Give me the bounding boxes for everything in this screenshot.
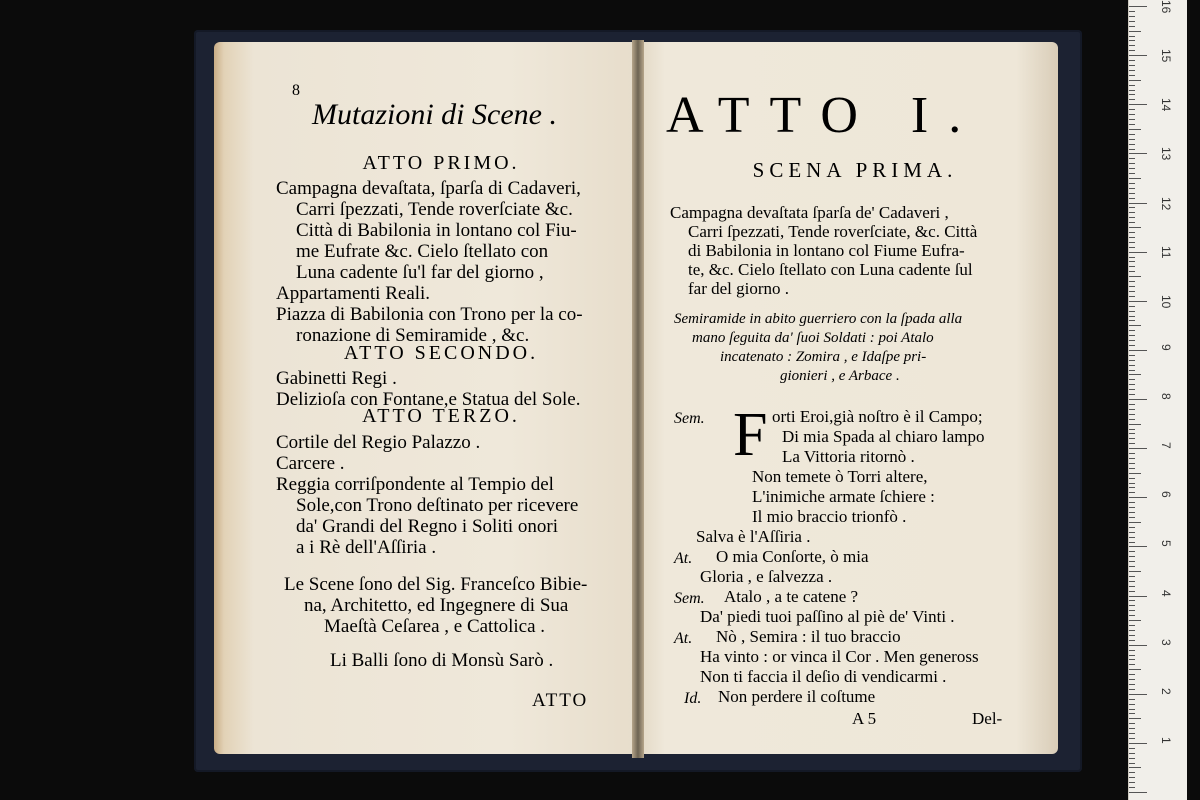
dialogue-line: orti Eroi,già noſtro è il Campo; [772, 407, 983, 426]
ruler-tick [1129, 193, 1135, 194]
text-line: Piazza di Babilonia con Trono per la co- [276, 304, 583, 325]
ruler-tick [1129, 713, 1135, 714]
ruler-tick [1129, 492, 1135, 493]
ruler-tick [1129, 478, 1135, 479]
text-line: Carcere . [276, 453, 345, 474]
ruler-tick [1129, 119, 1135, 120]
credits-line: Le Scene ſono del Sig. Franceſco Bibie- [284, 574, 588, 595]
ruler-tick [1129, 561, 1135, 562]
ruler-tick [1129, 124, 1135, 125]
ruler-tick [1129, 50, 1135, 51]
ruler-tick [1129, 659, 1135, 660]
ruler-tick [1129, 222, 1135, 223]
ruler-label: 15 [1159, 49, 1173, 63]
ruler-tick [1129, 207, 1135, 208]
act-title: ATTO PRIMO. [362, 152, 520, 174]
ruler-tick [1129, 345, 1135, 346]
text-line: Gabinetti Regi . [276, 368, 397, 389]
dialogue-line: Non perdere il coſtume [718, 687, 876, 706]
ruler-tick [1129, 276, 1141, 277]
ruler-tick [1129, 615, 1135, 616]
ruler-label: 13 [1159, 147, 1173, 161]
ruler-tick [1129, 360, 1135, 361]
text-line: Sole,con Trono deſtinato per ricevere [296, 495, 579, 516]
ruler-tick [1129, 26, 1135, 27]
ruler-label: 12 [1159, 196, 1173, 210]
ruler-tick [1129, 669, 1141, 670]
dialogue-line: Ha vinto : or vinca il Cor . Men geneross [700, 647, 979, 666]
ruler-tick [1129, 679, 1135, 680]
ruler-tick [1129, 650, 1135, 651]
ruler-tick [1129, 158, 1135, 159]
ruler-tick [1129, 227, 1141, 228]
dialogue-line: Nò , Semira : il tuo braccio [716, 627, 901, 646]
dialogue-line: Di mia Spada al chiaro lampo [782, 427, 985, 446]
dialogue-line: Atalo , a te catene ? [724, 587, 859, 606]
ruler-tick [1129, 709, 1135, 710]
setting-line: di Babilonia in lontano col Fiume Eufra- [688, 241, 965, 260]
ruler-tick [1129, 217, 1135, 218]
ruler-tick [1129, 625, 1135, 626]
ruler-tick [1129, 212, 1135, 213]
dialogue-line: Non ti faccia il deſio di vendicarmi . [700, 667, 947, 686]
text-line: ronazione di Semiramide , &c. [296, 325, 530, 346]
ruler-tick [1129, 497, 1147, 498]
ruler-tick [1129, 620, 1141, 621]
ruler-tick [1129, 699, 1135, 700]
ruler-tick [1129, 635, 1135, 636]
ruler-tick [1129, 85, 1135, 86]
speaker-label: At. [674, 630, 693, 647]
text-line: Reggia corriſpondente al Tempio del [276, 474, 554, 495]
ruler-tick [1129, 777, 1135, 778]
ruler-tick [1129, 365, 1135, 366]
ruler-tick [1129, 31, 1141, 32]
ruler-tick [1129, 134, 1135, 135]
ruler-tick [1129, 438, 1135, 439]
ruler-tick [1129, 60, 1135, 61]
ruler-tick [1129, 340, 1135, 341]
act-heading: ATTO I. [666, 87, 982, 144]
setting-line: te, &c. Cielo ſtellato con Luna cadente ſul [688, 260, 973, 279]
ruler-tick [1129, 655, 1135, 656]
ruler-label: 2 [1159, 687, 1173, 695]
ruler-tick [1129, 537, 1135, 538]
text-line: me Eufrate &c. Cielo ſtellato con [296, 241, 549, 262]
ruler-tick [1129, 104, 1147, 105]
ruler-tick [1129, 21, 1135, 22]
ruler-tick [1129, 350, 1147, 351]
catchword: Del- [972, 709, 1003, 728]
speaker-label: Sem. [674, 410, 705, 427]
dialogue-line: Il mio braccio trionfò . [752, 507, 907, 526]
dialogue-line: Da' piedi tuoi paſſino al piè de' Vinti . [700, 607, 955, 626]
ruler-tick [1129, 758, 1135, 759]
ruler-tick [1129, 168, 1135, 169]
text-line: Luna cadente ſu'l far del giorno , [296, 262, 544, 283]
ruler-tick [1129, 645, 1147, 646]
ruler-tick [1129, 640, 1135, 641]
ruler-tick [1129, 114, 1135, 115]
ruler-tick [1129, 257, 1135, 258]
ruler-label: 6 [1159, 491, 1173, 498]
ruler-tick [1129, 330, 1135, 331]
dialogue-line: Salva è l'Aſſiria . [696, 527, 811, 546]
ruler-tick [1129, 271, 1135, 272]
ruler-tick [1129, 532, 1135, 533]
text-line: Carri ſpezzati, Tende roverſciate &c. [296, 199, 573, 220]
ruler-tick [1129, 198, 1135, 199]
ruler-tick [1129, 743, 1147, 744]
speaker-label: At. [674, 550, 693, 567]
ruler-tick [1129, 581, 1135, 582]
ruler-tick [1129, 674, 1135, 675]
ruler-tick [1129, 65, 1135, 66]
ruler-tick [1129, 571, 1141, 572]
ruler-tick [1129, 90, 1135, 91]
ruler-label: 3 [1159, 638, 1173, 646]
ruler-tick [1129, 556, 1135, 557]
text-line: Città di Babilonia in lontano col Fiu- [296, 220, 577, 241]
ruler-tick [1129, 247, 1135, 248]
ruler-tick [1129, 414, 1135, 415]
ruler-tick [1129, 704, 1135, 705]
ruler-tick [1129, 487, 1135, 488]
ruler-tick [1129, 311, 1135, 312]
ruler-tick [1129, 566, 1135, 567]
ruler-tick [1129, 149, 1135, 150]
scene-heading: SCENA PRIMA. [752, 158, 958, 182]
dialogue-line: Gloria , e ſalvezza . [700, 567, 833, 586]
text-line: Cortile del Regio Palazzo . [276, 432, 481, 453]
ruler-tick [1129, 767, 1141, 768]
ruler-tick [1129, 522, 1141, 523]
ruler-tick [1129, 792, 1147, 793]
ruler-tick [1129, 153, 1147, 154]
ruler-tick [1129, 507, 1135, 508]
ruler-tick [1129, 144, 1135, 145]
stage-direction-line: incatenato : Zomira , e Idaſpe pri- [720, 349, 927, 365]
dialogue-line: O mia Conſorte, ò mia [716, 547, 869, 566]
ruler-tick [1129, 664, 1135, 665]
ruler-tick [1129, 689, 1135, 690]
ruler-tick [1129, 320, 1135, 321]
ruler-tick [1129, 286, 1135, 287]
ruler-tick [1129, 483, 1135, 484]
dialogue-line: La Vittoria ritornò . [782, 447, 915, 466]
page-number: 8 [292, 82, 300, 99]
ruler-tick [1129, 763, 1135, 764]
page-heading: Mutazioni di Scene . [312, 98, 557, 131]
ruler-tick [1129, 291, 1135, 292]
ruler-tick [1129, 424, 1141, 425]
ruler-tick [1129, 591, 1135, 592]
ruler-tick [1129, 596, 1147, 597]
ruler-tick [1129, 94, 1135, 95]
ruler-tick [1129, 242, 1135, 243]
text-line: a i Rè dell'Aſſiria . [296, 537, 437, 558]
ruler-tick [1129, 301, 1147, 302]
ruler-tick [1129, 684, 1135, 685]
ruler-tick [1129, 178, 1141, 179]
ruler-tick [1129, 630, 1135, 631]
ruler-label: 9 [1159, 343, 1173, 351]
ruler-tick [1129, 183, 1135, 184]
ruler-tick [1129, 109, 1135, 110]
ballet-line: Li Balli ſono di Monsù Sarò . [330, 650, 554, 671]
ruler-tick [1129, 139, 1135, 140]
ruler-tick [1129, 733, 1135, 734]
ruler-tick [1129, 296, 1135, 297]
act-title: ATTO SECONDO. [343, 342, 539, 364]
ruler-tick [1129, 527, 1135, 528]
ruler-tick [1129, 80, 1141, 81]
signature-mark: A 5 [852, 709, 877, 728]
ruler-tick [1129, 325, 1141, 326]
ruler-tick [1129, 232, 1135, 233]
ruler-tick [1129, 163, 1135, 164]
ruler-tick [1129, 389, 1135, 390]
ruler-tick [1129, 394, 1135, 395]
measurement-ruler [1128, 0, 1187, 800]
ruler-tick [1129, 16, 1135, 17]
ruler-tick [1129, 129, 1141, 130]
ruler-tick [1129, 252, 1147, 253]
stage-direction-line: mano ſeguita da' ſuoi Soldati : poi Atalo [692, 330, 934, 346]
ruler-tick [1129, 45, 1135, 46]
ruler-tick [1129, 203, 1147, 204]
ruler-tick [1129, 433, 1135, 434]
ruler-tick [1129, 473, 1141, 474]
ruler-tick [1129, 11, 1135, 12]
ruler-tick [1129, 36, 1135, 37]
ruler-tick [1129, 728, 1135, 729]
text-line: Delizioſa con Fontane,e Statua del Sole. [276, 389, 581, 410]
ruler-tick [1129, 738, 1135, 739]
ruler-tick [1129, 502, 1135, 503]
ruler-tick [1129, 99, 1135, 100]
text-line: Campagna devaſtata, ſparſa di Cadaveri, [276, 178, 581, 199]
ruler-tick [1129, 409, 1135, 410]
ruler-tick [1129, 463, 1135, 464]
ruler-tick [1129, 261, 1135, 262]
ruler-tick [1129, 40, 1135, 41]
ruler-tick [1129, 517, 1135, 518]
ruler-tick [1129, 782, 1135, 783]
ruler-tick [1129, 694, 1147, 695]
ruler-tick [1129, 458, 1135, 459]
ruler-tick [1129, 429, 1135, 430]
ruler-tick [1129, 468, 1135, 469]
ruler-label: 7 [1159, 442, 1173, 449]
ruler-tick [1129, 55, 1147, 56]
dialogue-line: L'inimiche armate ſchiere : [752, 487, 935, 506]
ruler-tick [1129, 787, 1135, 788]
ruler-tick [1129, 448, 1147, 449]
ruler-tick [1129, 384, 1135, 385]
ruler-label: 14 [1159, 98, 1173, 112]
ruler-tick [1129, 6, 1147, 7]
ruler-tick [1129, 443, 1135, 444]
ruler-tick [1129, 605, 1135, 606]
catchword: ATTO [532, 690, 589, 711]
ruler-tick [1129, 542, 1135, 543]
ruler-label: 11 [1159, 245, 1173, 259]
ruler-tick [1129, 404, 1135, 405]
act-title: ATTO TERZO. [362, 405, 520, 427]
ruler-tick [1129, 379, 1135, 380]
ruler-tick [1129, 546, 1147, 547]
ruler-tick [1129, 173, 1135, 174]
credits-line: na, Architetto, ed Ingegnere di Sua [304, 595, 569, 616]
ruler-tick [1129, 772, 1135, 773]
text-line: da' Grandi del Regno i Soliti onori [296, 516, 559, 537]
ruler-tick [1129, 453, 1135, 454]
ruler-label: 1 [1159, 736, 1173, 744]
ruler-tick [1129, 718, 1141, 719]
stage-direction-line: Semiramide in abito guerriero con la ſpada alla [674, 311, 963, 327]
ruler-tick [1129, 723, 1135, 724]
setting-line: Campagna devaſtata ſparſa de' Cadaveri , [670, 203, 949, 222]
setting-line: far del giorno . [688, 279, 790, 298]
ruler-tick [1129, 399, 1147, 400]
ruler-tick [1129, 551, 1135, 552]
stage-direction-line: gionieri , e Arbace . [780, 368, 900, 384]
text-line: Appartamenti Reali. [276, 283, 431, 304]
ruler-tick [1129, 512, 1135, 513]
ruler-tick [1129, 316, 1135, 317]
ruler-tick [1129, 370, 1135, 371]
ruler-tick [1129, 748, 1135, 749]
setting-line: Carri ſpezzati, Tende roverſciate, &c. Città [688, 222, 978, 241]
ruler-tick [1129, 610, 1135, 611]
ruler-tick [1129, 188, 1135, 189]
ruler-tick [1129, 237, 1135, 238]
speaker-label: Sem. [674, 590, 705, 607]
ruler-tick [1129, 600, 1135, 601]
ruler-tick [1129, 335, 1135, 336]
ruler-tick [1129, 355, 1135, 356]
ruler-tick [1129, 419, 1135, 420]
credits-line: Maeſtà Ceſarea , e Cattolica . [324, 616, 546, 637]
ruler-tick [1129, 753, 1135, 754]
ruler-tick [1129, 281, 1135, 282]
ruler-label: 4 [1159, 589, 1173, 597]
ruler-label: 5 [1159, 540, 1173, 548]
ruler-label: 8 [1159, 393, 1173, 400]
dialogue-line: Non temete ò Torri altere, [752, 467, 928, 486]
speaker-label: Id. [684, 690, 702, 707]
ruler-tick [1129, 75, 1135, 76]
ruler-tick [1129, 576, 1135, 577]
ruler-tick [1129, 306, 1135, 307]
book-gutter [632, 40, 644, 758]
ruler-tick [1129, 374, 1141, 375]
ruler-tick [1129, 586, 1135, 587]
ruler-tick [1129, 70, 1135, 71]
ruler-label: 16 [1159, 0, 1173, 14]
drop-cap: F [733, 401, 768, 469]
ruler-label: 10 [1159, 294, 1173, 309]
ruler-tick [1129, 266, 1135, 267]
